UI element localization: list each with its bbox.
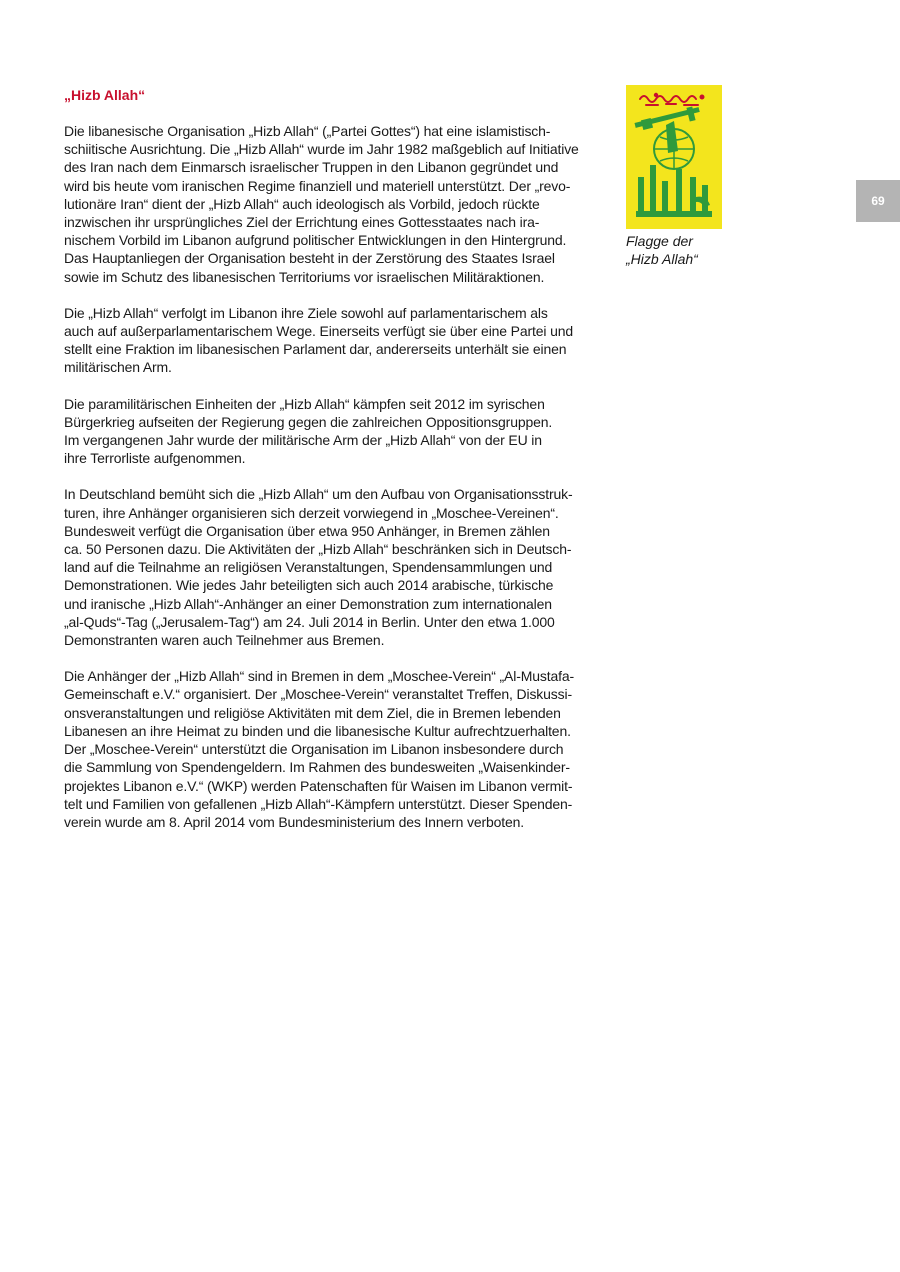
text-line: sowie im Schutz des libanesischen Territoriums vor israelischen Militäraktionen. [64,268,545,285]
text-line: ihre Terrorliste aufgenommen. [64,450,246,467]
body-text [64,122,624,849]
paragraph-5 [64,667,624,831]
section-heading: „Hizb Allah“ [64,87,146,103]
text-line: stellt eine Fraktion im libanesischen Parlament dar, andererseits unterhält sie einen [64,341,567,358]
text-line: militärischen Arm. [64,359,172,376]
text-line: Demonstranten waren auch Teilnehmer aus Bremen. [64,632,385,649]
text-line: verein wurde am 8. April 2014 vom Bundesministerium des Innern verboten. [64,813,524,830]
paragraph-3 [64,395,624,468]
text-line: schiitische Ausrichtung. Die „Hizb Allah“ wurde im Jahr 1982 maßgeblich auf Initiative [64,141,579,158]
text-line: nischem Vorbild im Libanon aufgrund politischer Entwicklungen in den Hintergrund. [64,232,567,249]
text-line: ca. 50 Personen dazu. Die Aktivitäten der „Hizb Allah“ beschränken sich in Deutsch- [64,541,572,558]
text-line: auch auf außerparlamentarischem Wege. Einerseits verfügt sie über eine Partei und [64,323,573,340]
paragraph-2 [64,304,624,377]
text-line: Die „Hizb Allah“ verfolgt im Libanon ihre Ziele sowohl auf parlamentarischem als [64,304,548,321]
text-line: Libanesen an ihre Heimat zu binden und die libanesische Kultur aufrechtzuerhalten. [64,722,571,739]
text-line: inzwischen ihr ursprüngliches Ziel der Errichtung eines Gottesstaates nach ira- [64,214,540,231]
text-line: Im vergangenen Jahr wurde der militärische Arm der „Hizb Allah“ von der EU in [64,432,542,449]
page-number: 69 [871,194,885,208]
text-line: die Sammlung von Spendengeldern. Im Rahmen des bundesweiten „Waisenkinder- [64,759,570,776]
text-line: projektes Libanon e.V.“ (WKP) werden Patenschaften für Waisen im Libanon vermit- [64,777,573,794]
text-line: In Deutschland bemüht sich die „Hizb Allah“ um den Aufbau von Organisationsstruk- [64,486,573,503]
text-line: Die Anhänger der „Hizb Allah“ sind in Bremen in dem „Moschee-Verein“ „Al-Mustafa- [64,668,574,685]
text-line: „al-Quds“-Tag („Jerusalem-Tag“) am 24. Juli 2014 in Berlin. Unter den etwa 1.000 [64,613,555,630]
text-line: Demonstrationen. Wie jedes Jahr beteiligten sich auch 2014 arabische, türkische [64,577,554,594]
text-line: wird bis heute vom iranischen Regime finanziell und materiell unterstützt. Der „revo- [64,177,571,194]
text-line: Der „Moschee-Verein“ unterstützt die Organisation im Libanon insbesondere durch [64,741,564,758]
text-line: Gemeinschaft e.V.“ organisiert. Der „Moschee-Verein“ veranstaltet Treffen, Diskussi- [64,686,572,703]
flag-image [626,85,722,229]
text-line: telt und Familien von gefallenen „Hizb Allah“-Kämpfern unterstützt. Dieser Spenden- [64,795,573,812]
text-line: Bürgerkrieg aufseiten der Regierung gegen die zahlreichen Oppositionsgruppen. [64,413,553,430]
flag-caption [626,232,698,268]
text-line: land auf die Teilnahme an religiösen Veranstaltungen, Spendensammlungen und [64,559,553,576]
flag-caption-line-2: „Hizb Allah“ [626,251,698,267]
text-line: turen, ihre Anhänger organisieren sich derzeit vorwiegend in „Moschee-Vereinen“. [64,504,559,521]
page-number-tab [856,180,900,222]
text-line: und iranische „Hizb Allah“-Anhänger an einer Demonstration zum internationalen [64,595,552,612]
flag-caption-line-1: Flagge der [626,233,693,249]
text-line: lutionäre Iran“ dient der „Hizb Allah“ auch ideologisch als Vorbild, jedoch rückte [64,195,540,212]
text-line: des Iran nach dem Einmarsch israelischer Truppen in den Libanon gegründet und [64,159,559,176]
text-line: Bundesweit verfügt die Organisation über etwa 950 Anhänger, in Bremen zählen [64,522,550,539]
text-line: Die libanesische Organisation „Hizb Allah“ („Partei Gottes“) hat eine islamistisch- [64,123,551,139]
text-line: onsveranstaltungen und religiöse Aktivitäten mit dem Ziel, die in Bremen lebenden [64,704,561,721]
paragraph-4 [64,485,624,649]
text-line: Die paramilitärischen Einheiten der „Hizb Allah“ kämpfen seit 2012 im syrischen [64,395,545,412]
paragraph-1 [64,122,624,286]
text-line: Das Hauptanliegen der Organisation besteht in der Zerstörung des Staates Israel [64,250,555,267]
